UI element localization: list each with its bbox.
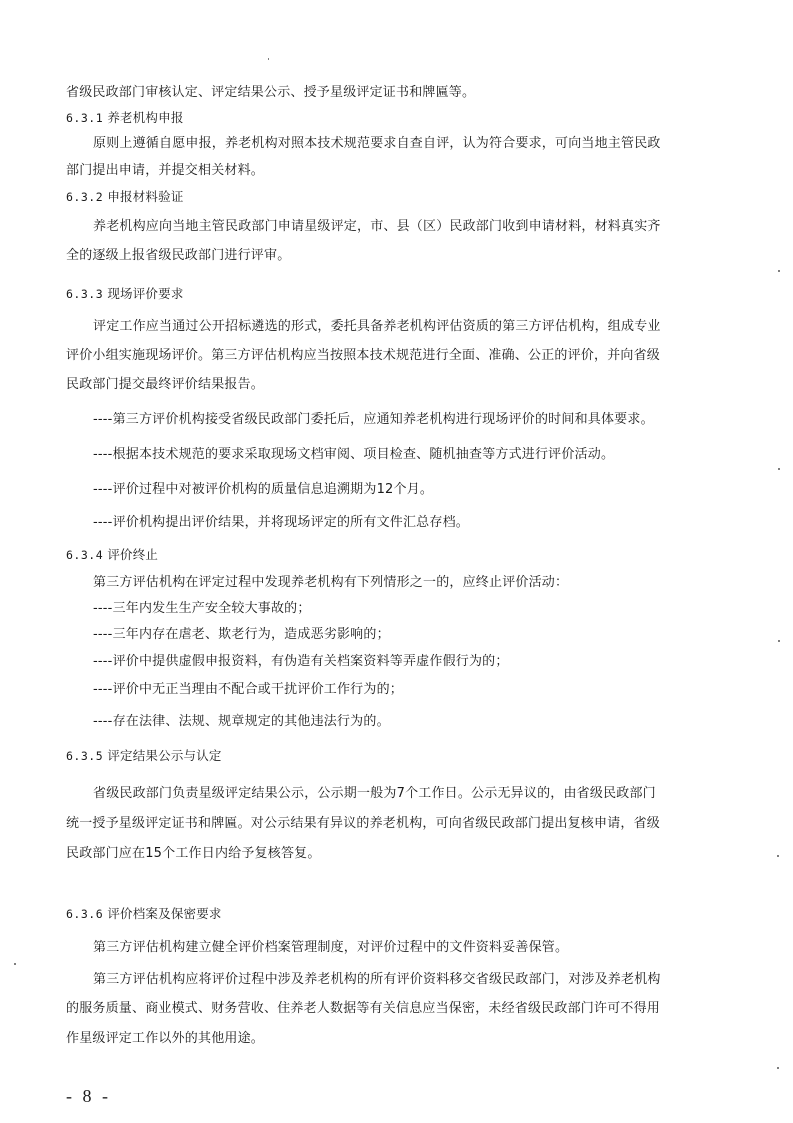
intro-line: 省级民政部门审核认定、评定结果公示、授予星级评定证书和牌匾等。 [66, 85, 476, 100]
paragraph-line: 的服务质量、商业模式、财务营收、住养老人数据等有关信息应当保密，未经省级民政部门许可不得用 [66, 1001, 661, 1016]
paragraph-line: 部门提出申请，并提交相关材料。 [66, 163, 265, 178]
paragraph-line: 统一授予星级评定证书和牌匾。对公示结果有异议的养老机构，可向省级民政部门提出复核申请，省级 [66, 816, 661, 831]
list-item: ----三年内存在虐老、欺老行为，造成恶劣影响的； [93, 627, 390, 642]
section-heading-6-3-3 [66, 285, 184, 303]
list-item: ----评价中无正当理由不配合或干扰评价工作行为的； [93, 682, 403, 697]
section-number: 6.3.4 [66, 548, 104, 562]
paragraph-line: 作星级评定工作以外的其他用途。 [66, 1031, 265, 1046]
paragraph-line: 第三方评估机构建立健全评价档案管理制度，对评价过程中的文件资料妥善保管。 [93, 940, 569, 955]
paragraph-line: 第三方评估机构应将评价过程中涉及养老机构的所有评价资料移交省级民政部门，对涉及养老机构 [93, 972, 661, 987]
scan-speck [777, 1067, 779, 1069]
paragraph-line: 原则上遵循自愿申报，养老机构对照本技术规范要求自查自评，认为符合要求，可向当地主管民政 [93, 136, 661, 151]
section-title: 评价档案及保密要求 [107, 906, 222, 921]
page-number: - 8 - [66, 1086, 111, 1106]
section-heading-6-3-2 [66, 188, 184, 206]
section-number: 6.3.1 [66, 111, 104, 125]
list-item: ----评价过程中对被评价机构的质量信息追溯期为12个月。 [93, 482, 434, 497]
section-title: 评价终止 [107, 547, 159, 562]
scan-speck [778, 270, 780, 272]
section-title: 养老机构申报 [107, 110, 184, 125]
paragraph-line: 养老机构应向当地主管民政部门申请星级评定，市、县（区）民政部门收到申请材料，材料真实齐 [93, 219, 661, 234]
paragraph-line: 第三方评估机构在评定过程中发现养老机构有下列情形之一的，应终止评价活动： [93, 575, 569, 590]
section-heading-6-3-5 [66, 747, 222, 765]
list-item: ----评价中提供虚假申报资料，有伪造有关档案资料等弄虚作假行为的； [93, 654, 509, 669]
scan-speck [268, 58, 269, 60]
list-item: ----存在法律、法规、规章规定的其他违法行为的。 [93, 714, 390, 729]
paragraph-line: 民政部门提交最终评价结果报告。 [66, 377, 265, 392]
scan-speck [778, 640, 780, 642]
scan-speck [778, 468, 780, 470]
section-number: 6.3.6 [66, 907, 104, 921]
list-item: ----评价机构提出评价结果，并将现场评定的所有文件汇总存档。 [93, 515, 469, 530]
paragraph-line: 省级民政部门负责星级评定结果公示，公示期一般为7个工作日。公示无异议的，由省级民政部门 [93, 786, 656, 801]
scan-speck [777, 855, 779, 857]
section-number: 6.3.2 [66, 190, 104, 204]
section-title: 申报材料验证 [107, 189, 184, 204]
list-item: ----三年内发生生产安全较大事故的； [93, 601, 311, 616]
list-item: ----第三方评价机构接受省级民政部门委托后，应通知养老机构进行现场评价的时间和具体要求。 [93, 412, 654, 427]
section-heading-6-3-6 [66, 905, 222, 923]
paragraph-line: 民政部门应在15个工作日内给予复核答复。 [66, 846, 321, 861]
list-item: ----根据本技术规范的要求采取现场文档审阅、项目检查、随机抽查等方式进行评价活动。 [93, 447, 615, 462]
section-title: 现场评价要求 [107, 286, 184, 301]
scan-speck [14, 963, 16, 965]
section-number: 6.3.5 [66, 749, 104, 763]
paragraph-line: 评定工作应当通过公开招标遴选的形式，委托具备养老机构评估资质的第三方评估机构，组成专业 [93, 319, 661, 334]
section-heading-6-3-1 [66, 109, 184, 127]
section-title: 评定结果公示与认定 [107, 748, 222, 763]
paragraph-line: 评价小组实施现场评价。第三方评估机构应当按照本技术规范进行全面、准确、公正的评价，并向省级 [66, 348, 661, 363]
section-number: 6.3.3 [66, 287, 104, 301]
paragraph-line: 全的逐级上报省级民政部门进行评审。 [66, 248, 291, 263]
section-heading-6-3-4 [66, 546, 158, 564]
